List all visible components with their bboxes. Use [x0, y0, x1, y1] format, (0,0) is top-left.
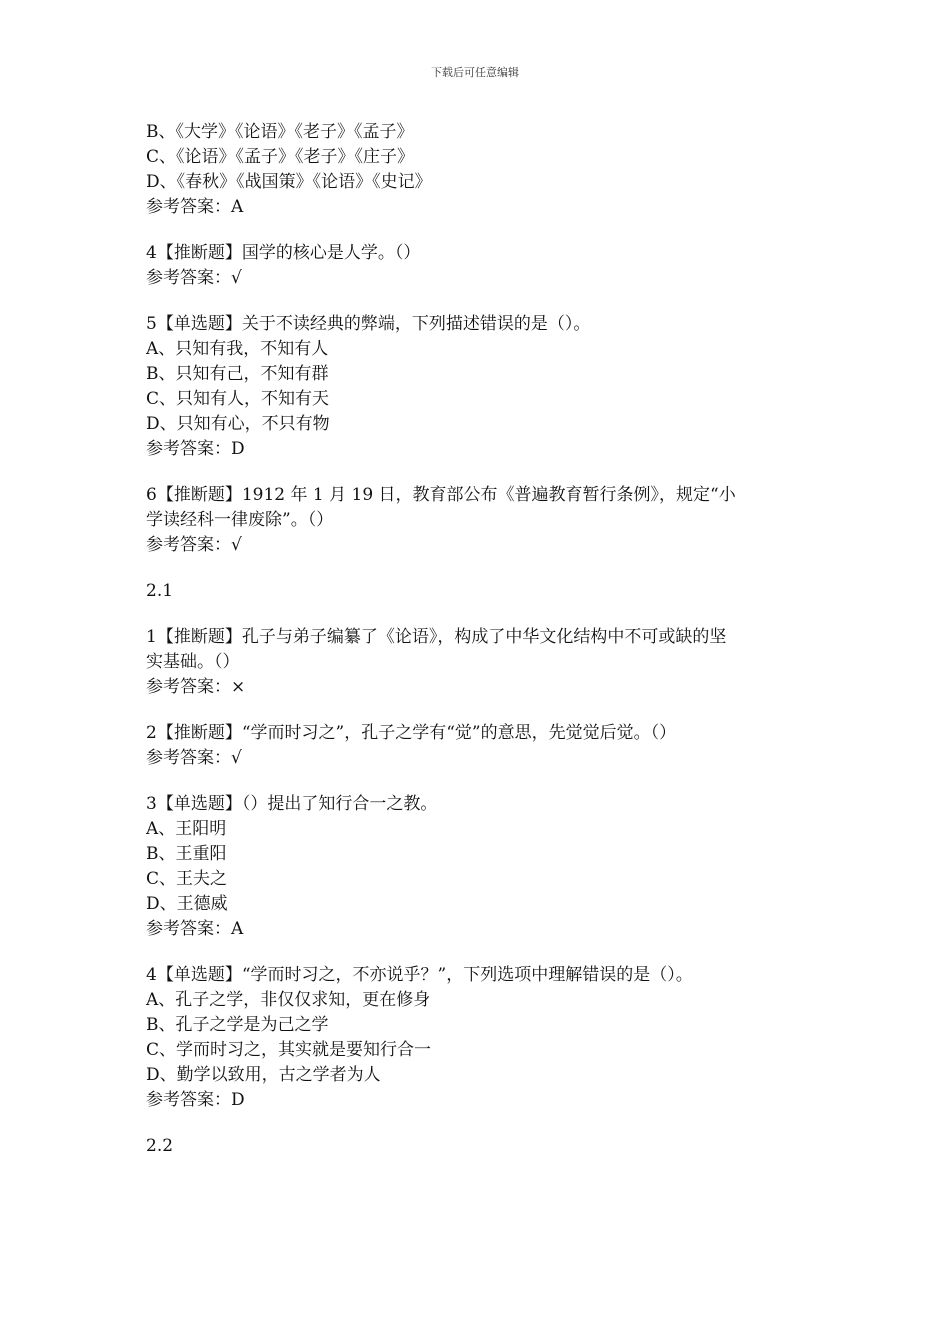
blank-line [146, 942, 826, 963]
text-line: 2.2 [146, 1136, 174, 1156]
text-line: C、只知有人，不知有天 [146, 389, 330, 409]
blank-line [146, 291, 826, 312]
text-line: B、王重阳 [146, 844, 227, 864]
text-line: 4【单选题】“学而时习之，不亦说乎？”，下列选项中理解错误的是（）。 [146, 965, 693, 985]
text-line: B、孔子之学是为己之学 [146, 1015, 329, 1035]
document-body [146, 120, 826, 1159]
text-line: 参考答案：A [146, 197, 244, 217]
text-line: A、只知有我，不知有人 [146, 339, 329, 359]
blank-line [146, 220, 826, 241]
page-header: 下载后可任意编辑 [431, 66, 519, 79]
text-line: 参考答案：D [146, 1090, 245, 1110]
blank-line [146, 604, 826, 625]
text-line: 学读经科一律废除”。（） [146, 510, 334, 530]
text-line: 实基础。（） [146, 652, 240, 672]
text-line: 4【推断题】国学的核心是人学。（） [146, 243, 421, 263]
text-line: A、王阳明 [146, 819, 227, 839]
text-line: 参考答案：× [146, 677, 246, 697]
blank-line [146, 558, 826, 579]
text-line: C、王夫之 [146, 869, 228, 889]
text-line: D、《春秋》《战国策》《论语》《史记》 [146, 172, 432, 192]
text-line: 2【推断题】“学而时习之”，孔子之学有“觉”的意思，先觉觉后觉。（） [146, 723, 677, 743]
blank-line [146, 700, 826, 721]
blank-line [146, 771, 826, 792]
blank-line [146, 462, 826, 483]
text-line: 6【推断题】1912 年 1 月 19 日，教育部公布《普遍教育暂行条例》，规定“小 [146, 485, 736, 505]
text-line: 参考答案：A [146, 919, 244, 939]
text-line: 3【单选题】（）提出了知行合一之教。 [146, 794, 438, 814]
text-line: 2.1 [146, 581, 174, 601]
text-line: D、勤学以致用，古之学者为人 [146, 1065, 381, 1085]
text-line: D、王德威 [146, 894, 228, 914]
text-line: C、《论语》《孟子》《老子》《庄子》 [146, 147, 415, 167]
blank-line [146, 1113, 826, 1134]
text-line: C、学而时习之，其实就是要知行合一 [146, 1040, 432, 1060]
text-line: 5【单选题】关于不读经典的弊端，下列描述错误的是（）。 [146, 314, 591, 334]
text-line: D、只知有心，不只有物 [146, 414, 330, 434]
text-line: B、《大学》《论语》《老子》《孟子》 [146, 122, 414, 142]
text-line: 参考答案：√ [146, 268, 242, 288]
text-line: B、只知有己，不知有群 [146, 364, 329, 384]
text-line: 1【推断题】孔子与弟子编纂了《论语》，构成了中华文化结构中不可或缺的坚 [146, 627, 727, 647]
text-line: 参考答案：D [146, 439, 245, 459]
text-line: 参考答案：√ [146, 535, 242, 555]
text-line: A、孔子之学，非仅仅求知，更在修身 [146, 990, 431, 1010]
text-line: 参考答案：√ [146, 748, 242, 768]
